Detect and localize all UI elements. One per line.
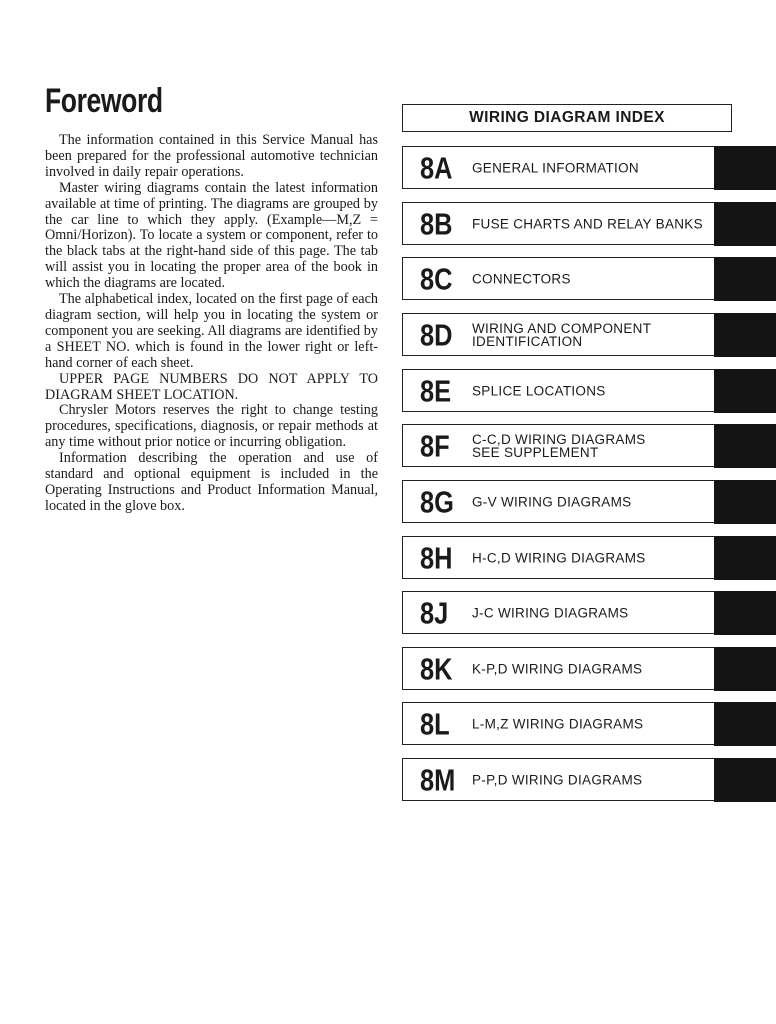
section-code: 8H <box>420 540 453 575</box>
section-black-tab[interactable] <box>714 702 776 746</box>
section-black-tab[interactable] <box>714 202 776 246</box>
index-section-8b[interactable] <box>402 202 776 245</box>
index-section-8f[interactable] <box>402 424 776 467</box>
section-label: FUSE CHARTS AND RELAY BANKS <box>472 216 703 231</box>
section-label: J-C WIRING DIAGRAMS <box>472 605 629 620</box>
section-code: 8D <box>420 317 453 352</box>
section-black-tab[interactable] <box>714 146 776 190</box>
section-label: P-P,D WIRING DIAGRAMS <box>472 772 643 787</box>
section-label: SPLICE LOCATIONS <box>472 383 606 398</box>
section-code: 8L <box>420 706 450 741</box>
section-code: 8J <box>420 595 449 630</box>
index-section-8c[interactable] <box>402 257 776 300</box>
section-code: 8M <box>420 762 456 797</box>
index-section-8k[interactable] <box>402 647 776 690</box>
section-label: K-P,D WIRING DIAGRAMS <box>472 661 643 676</box>
index-section-8e[interactable] <box>402 369 776 412</box>
foreword-paragraph: The alphabetical index, located on the first page of each diagram section, will help you in locating the system or component you are seeking. All diagrams are identified by a SHEET NO. which is found in the lower right or left-hand corner of each sheet. <box>45 291 378 371</box>
section-code: 8C <box>420 261 453 296</box>
section-black-tab[interactable] <box>714 536 776 580</box>
section-code: 8A <box>420 150 453 185</box>
section-black-tab[interactable] <box>714 313 776 357</box>
index-section-8l[interactable] <box>402 702 776 745</box>
foreword-body <box>45 133 378 515</box>
page-title: Foreword <box>45 82 163 120</box>
index-section-8j[interactable] <box>402 591 776 634</box>
index-section-8h[interactable] <box>402 536 776 579</box>
index-section-8g[interactable] <box>402 480 776 523</box>
section-black-tab[interactable] <box>714 480 776 524</box>
section-black-tab[interactable] <box>714 424 776 468</box>
section-black-tab[interactable] <box>714 591 776 635</box>
section-code: 8F <box>420 428 450 463</box>
section-label: G-V WIRING DIAGRAMS <box>472 494 632 509</box>
section-label: CONNECTORS <box>472 271 571 286</box>
section-label: L-M,Z WIRING DIAGRAMS <box>472 716 644 731</box>
section-black-tab[interactable] <box>714 257 776 301</box>
index-section-8m[interactable] <box>402 758 776 801</box>
foreword-paragraph: Information describing the operation and use of standard and optional equipment is included in the Operating Instructions and Product Information Manual, located in the glove box. <box>45 450 378 514</box>
index-section-8d[interactable] <box>402 313 776 356</box>
section-label: C-C,D WIRING DIAGRAMS SEE SUPPLEMENT <box>472 431 646 460</box>
foreword-paragraph: Chrysler Motors reserves the right to change testing procedures, specifications, diagnosis, or repair methods at any time without prior notice or incurring obligation. <box>45 402 378 451</box>
section-code: 8B <box>420 206 453 241</box>
section-label: WIRING AND COMPONENT IDENTIFICATION <box>472 320 652 349</box>
index-section-8a[interactable] <box>402 146 776 189</box>
foreword-paragraph: UPPER PAGE NUMBERS DO NOT APPLY TO DIAGRAM SHEET LOCATION. <box>45 370 378 403</box>
wiring-diagram-index-header: WIRING DIAGRAM INDEX <box>402 104 732 132</box>
section-black-tab[interactable] <box>714 758 776 802</box>
foreword-paragraph: The information contained in this Service Manual has been prepared for the professional automotive technician involved in daily repair operations. <box>45 132 378 180</box>
section-black-tab[interactable] <box>714 369 776 413</box>
foreword-paragraph: Master wiring diagrams contain the latest information available at time of printing. The diagrams are grouped by the car line to which they apply. (Example—M,Z = Omni/Horizon). To locate a system or component, refer to the black tabs at the right-hand side of this page. The tab will assist you in locating the proper area of the book in which the diagrams are located. <box>45 179 378 292</box>
section-label: GENERAL INFORMATION <box>472 160 639 175</box>
section-black-tab[interactable] <box>714 647 776 691</box>
section-label: H-C,D WIRING DIAGRAMS <box>472 550 646 565</box>
section-code: 8E <box>420 373 452 408</box>
section-code: 8G <box>420 484 454 519</box>
section-code: 8K <box>420 651 453 686</box>
